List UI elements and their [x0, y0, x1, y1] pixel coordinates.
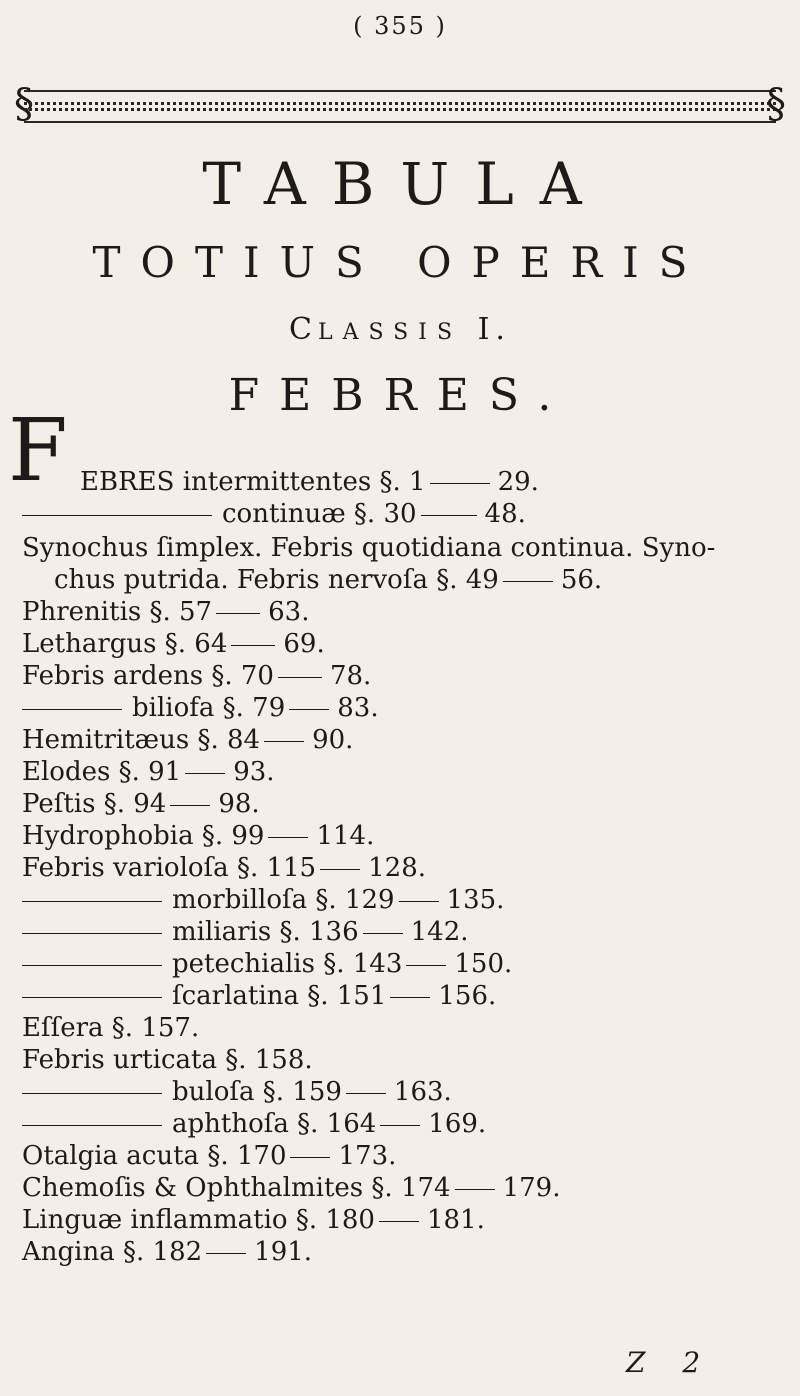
entry-text: continuæ §. 30 [222, 499, 417, 529]
entry-text: Peſtis §. 94 [22, 789, 167, 819]
section-heading: FEBRES. [228, 370, 572, 421]
range-dash [290, 1157, 330, 1158]
entry-range-end: 78. [329, 661, 372, 691]
index-entry [22, 628, 325, 660]
range-dash [216, 613, 260, 614]
title: TABULA [202, 150, 608, 218]
entry-range-end: 191. [254, 1237, 313, 1267]
ditto-rule [22, 1093, 162, 1094]
entry-text: Hydrophobia §. 99 [22, 821, 265, 851]
range-dash [406, 965, 446, 966]
entry-text: Eſſera §. 157. [22, 1013, 200, 1043]
entry-range-end: 63. [268, 597, 310, 627]
entry-range-end: 181. [426, 1205, 485, 1235]
entry-range-end: 156. [438, 981, 497, 1011]
entry-text: Otalgia acuta §. 170 [22, 1141, 287, 1171]
entry-range-end: 173. [338, 1141, 397, 1171]
index-entry [54, 564, 602, 596]
range-dash [320, 869, 360, 870]
ornament-rule-top [24, 90, 776, 105]
subtitle: TOTIUS OPERIS [92, 238, 708, 287]
index-entry [22, 532, 715, 564]
index-entry [22, 1140, 396, 1172]
entry-range-end: 56. [560, 565, 603, 595]
index-entry [22, 498, 526, 530]
entry-text: Linguæ inflammatio §. 180 [22, 1205, 375, 1235]
range-dash [268, 837, 308, 838]
header-ornament [14, 82, 786, 144]
entry-range-end: 29. [497, 467, 539, 497]
entry-range-end: 128. [368, 853, 426, 883]
range-dash [363, 933, 403, 934]
entry-text: ſcarlatina §. 151 [172, 981, 387, 1011]
entry-range-end: 69. [283, 629, 325, 659]
index-entry [22, 692, 379, 724]
index-entry [22, 980, 496, 1012]
ditto-rule [22, 709, 122, 710]
ditto-rule [22, 933, 162, 934]
classis-word: LASSIS [318, 320, 463, 345]
range-dash [170, 805, 210, 806]
entry-text: Chemoſis & Ophthalmites §. 174 [22, 1173, 451, 1203]
entry-range-end: 150. [454, 949, 513, 979]
range-dash [430, 483, 490, 484]
entry-range-end: 83. [337, 693, 379, 723]
entry-text: miliaris §. 136 [172, 917, 359, 947]
drop-cap: F [8, 401, 68, 501]
index-entry [22, 1204, 485, 1236]
entry-range-end: 90. [312, 725, 354, 755]
entry-text: chus putrida. Febris nervoſa §. 49 [54, 565, 499, 595]
range-dash [185, 773, 225, 774]
entry-text: Elodes §. 91 [22, 757, 182, 787]
page-number: ( 355 ) [353, 12, 447, 40]
range-dash [421, 515, 477, 516]
entry-text: biliofa §. 79 [132, 693, 286, 723]
entry-text: Hemitritæus §. 84 [22, 725, 261, 755]
range-dash [278, 677, 322, 678]
entry-range-end: 163. [393, 1077, 452, 1107]
classis-initial: C [289, 312, 318, 347]
index-entry [22, 660, 371, 692]
entry-range-end: 179. [502, 1173, 561, 1203]
entry-range-end: 142. [410, 917, 469, 947]
signature-mark: Z 2 [626, 1346, 715, 1379]
index-entry [22, 1012, 199, 1044]
entry-text: Synochus ſimplex. Febris quotidiana continua. Syno- [22, 533, 716, 563]
index-entry [22, 884, 504, 916]
entry-text: Febris varioloſa §. 115 [22, 853, 317, 883]
entry-range-end: 135. [446, 885, 505, 915]
ditto-rule [22, 901, 162, 902]
range-dash [346, 1093, 386, 1094]
entry-text: aphthoſa §. 164 [172, 1109, 377, 1139]
entry-text: EBRES intermittentes §. 1 [80, 467, 426, 497]
ditto-rule [22, 1125, 162, 1126]
entry-text: petechialis §. 143 [172, 949, 403, 979]
entry-text: Febris urticata §. 158. [22, 1045, 313, 1075]
index-entry [22, 756, 275, 788]
entry-text: buloſa §. 159 [172, 1077, 342, 1107]
index-entry [22, 1172, 560, 1204]
entry-text: Angina §. 182 [22, 1237, 203, 1267]
range-dash [264, 741, 304, 742]
index-entry [22, 852, 426, 884]
index-entry [22, 1108, 486, 1140]
entry-range-end: 93. [233, 757, 275, 787]
range-dash [455, 1189, 495, 1190]
range-dash [380, 1125, 420, 1126]
entry-range-end: 48. [484, 499, 526, 529]
range-dash [503, 581, 553, 582]
range-dash [289, 709, 329, 710]
index-entry [22, 788, 260, 820]
ornament-left-flourish: § [14, 81, 34, 127]
index-entry [22, 916, 469, 948]
entry-text: morbilloſa §. 129 [172, 885, 395, 915]
classis-heading [0, 312, 800, 347]
entry-range-end: 98. [218, 789, 260, 819]
index-entry [80, 466, 539, 498]
entry-range-end: 169. [428, 1109, 487, 1139]
ornament-right-flourish: § [766, 81, 786, 127]
ditto-rule [22, 997, 162, 998]
index-entry [22, 1236, 312, 1268]
range-dash [231, 645, 275, 646]
index-entry [22, 1076, 452, 1108]
index-entry [22, 596, 309, 628]
entry-text: Lethargus §. 64 [22, 629, 228, 659]
index-entry [22, 948, 512, 980]
entry-range-end: 114. [316, 821, 375, 851]
classis-number: I. [477, 312, 511, 347]
ditto-rule [22, 965, 162, 966]
entry-text: Phrenitis §. 57 [22, 597, 213, 627]
entry-text: Febris ardens §. 70 [22, 661, 274, 691]
index-entry [22, 1044, 313, 1076]
range-dash [399, 901, 439, 902]
index-entry [22, 820, 374, 852]
range-dash [390, 997, 430, 998]
ditto-rule [22, 515, 212, 516]
range-dash [206, 1253, 246, 1254]
ornament-rule-bottom [24, 108, 776, 123]
index-entry [22, 724, 353, 756]
range-dash [379, 1221, 419, 1222]
